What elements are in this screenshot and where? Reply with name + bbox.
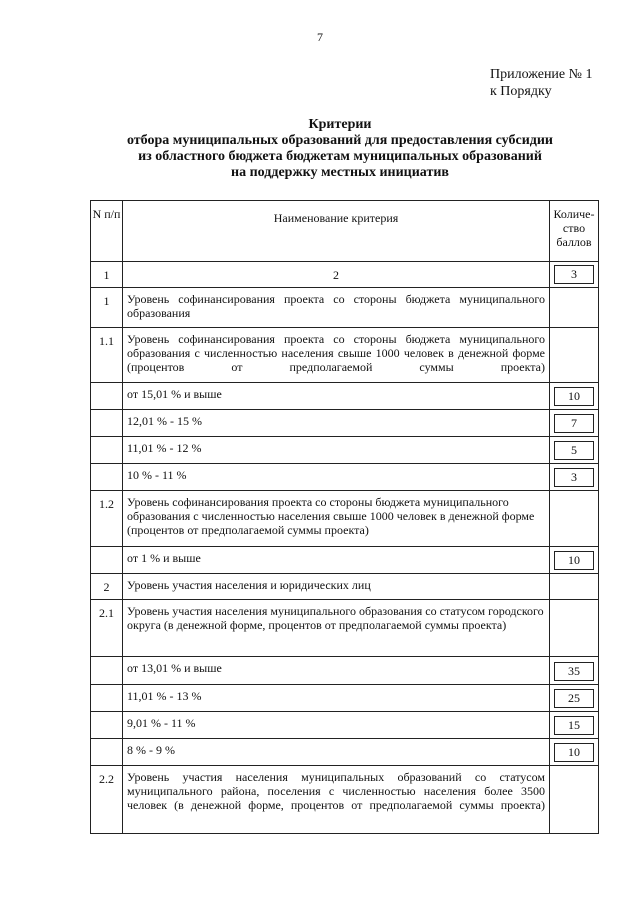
col-index-1: 1 <box>91 262 123 288</box>
table-row <box>91 574 599 600</box>
points-cell <box>550 600 599 657</box>
points-value: 15 <box>554 716 594 735</box>
row-number: 2.1 <box>91 600 123 657</box>
criterion-text: 8 % - 9 % <box>123 739 550 766</box>
page-number: 7 <box>317 30 323 44</box>
criterion-text: Уровень участия населения муниципальных образований со статусом муниципального района, поселения с численностью населения более 3500 человек (в денежной форме, процентов от предполагаемой суммы проекта) <box>123 766 550 834</box>
table-row <box>91 547 599 574</box>
title-line-2: отбора муниципальных образований для предоставления субсидии <box>126 133 553 148</box>
table-row <box>91 328 599 383</box>
table-row <box>91 491 599 547</box>
points-cell <box>550 491 599 547</box>
row-number: 2.2 <box>91 766 123 834</box>
table-row <box>91 464 599 491</box>
points-cell <box>550 288 599 328</box>
row-number: 1.1 <box>91 328 123 383</box>
title-line-1: Критерии <box>308 117 372 132</box>
table-row <box>91 383 599 410</box>
table-row <box>91 739 599 766</box>
criterion-text: Уровень софинансирования проекта со стороны бюджета муниципального образования <box>123 288 550 328</box>
points-cell <box>550 437 599 464</box>
row-number <box>91 464 123 491</box>
table-row <box>91 766 599 834</box>
points-cell <box>550 574 599 600</box>
row-number <box>91 712 123 739</box>
row-number: 1.2 <box>91 491 123 547</box>
criterion-text: от 13,01 % и выше <box>123 657 550 685</box>
table-header-row <box>91 201 599 262</box>
col-index-3: 3 <box>554 265 594 284</box>
points-value: 35 <box>554 662 594 681</box>
criterion-text: от 1 % и выше <box>123 547 550 574</box>
row-number <box>91 685 123 712</box>
column-index-row <box>91 262 599 288</box>
table-row <box>91 685 599 712</box>
points-value: 10 <box>554 551 594 570</box>
points-value: 25 <box>554 689 594 708</box>
col-index-3-cell <box>550 262 599 288</box>
appendix-line-2: к Порядку <box>490 84 552 99</box>
points-cell <box>550 766 599 834</box>
criterion-text: Уровень участия населения и юридических лиц <box>123 574 550 600</box>
title-line-3: из областного бюджета бюджетам муниципальных образований <box>138 149 542 164</box>
header-criterion: Наименование критерия <box>123 201 550 262</box>
points-cell <box>550 547 599 574</box>
criterion-text: 11,01 % - 13 % <box>123 685 550 712</box>
points-cell <box>550 383 599 410</box>
points-cell <box>550 328 599 383</box>
row-number: 1 <box>91 288 123 328</box>
title-line-4: на поддержку местных инициатив <box>231 165 449 180</box>
criterion-text: 9,01 % - 11 % <box>123 712 550 739</box>
points-cell <box>550 464 599 491</box>
table-row <box>91 712 599 739</box>
criterion-text: 12,01 % - 15 % <box>123 410 550 437</box>
document-title <box>60 117 620 181</box>
row-number <box>91 410 123 437</box>
header-number: N п/п <box>91 201 123 262</box>
table-row <box>91 600 599 657</box>
row-number <box>91 437 123 464</box>
criteria-table <box>90 200 599 834</box>
table-row <box>91 410 599 437</box>
points-value: 10 <box>554 743 594 762</box>
criterion-text: 11,01 % - 12 % <box>123 437 550 464</box>
table-row <box>91 657 599 685</box>
row-number <box>91 547 123 574</box>
header-points: Количе-ство баллов <box>550 201 599 262</box>
appendix-line-1: Приложение № 1 <box>490 67 593 82</box>
row-number <box>91 383 123 410</box>
criterion-text: 10 % - 11 % <box>123 464 550 491</box>
points-cell <box>550 410 599 437</box>
points-cell <box>550 685 599 712</box>
points-value: 10 <box>554 387 594 406</box>
table-row <box>91 437 599 464</box>
points-value: 3 <box>554 468 594 487</box>
row-number <box>91 657 123 685</box>
points-cell <box>550 739 599 766</box>
criterion-text: Уровень софинансирования проекта со стороны бюджета муниципального образования с численностью населения свыше 1000 человек в денежной форме (процентов от предполагаемой суммы проекта) <box>123 491 550 547</box>
points-cell <box>550 712 599 739</box>
appendix-note <box>490 66 593 100</box>
row-number: 2 <box>91 574 123 600</box>
criterion-text: от 15,01 % и выше <box>123 383 550 410</box>
points-cell <box>550 657 599 685</box>
col-index-2: 2 <box>123 262 550 288</box>
criterion-text: Уровень софинансирования проекта со стороны бюджета муниципального образования с численностью населения свыше 1000 человек в денежной форме (процентов от предполагаемой суммы проекта) <box>123 328 550 383</box>
points-value: 5 <box>554 441 594 460</box>
points-value: 7 <box>554 414 594 433</box>
criterion-text: Уровень участия населения муниципального образования со статусом городского округа (в денежной форме, процентов от предполагаемой суммы проекта) <box>123 600 550 657</box>
row-number <box>91 739 123 766</box>
table-row <box>91 288 599 328</box>
